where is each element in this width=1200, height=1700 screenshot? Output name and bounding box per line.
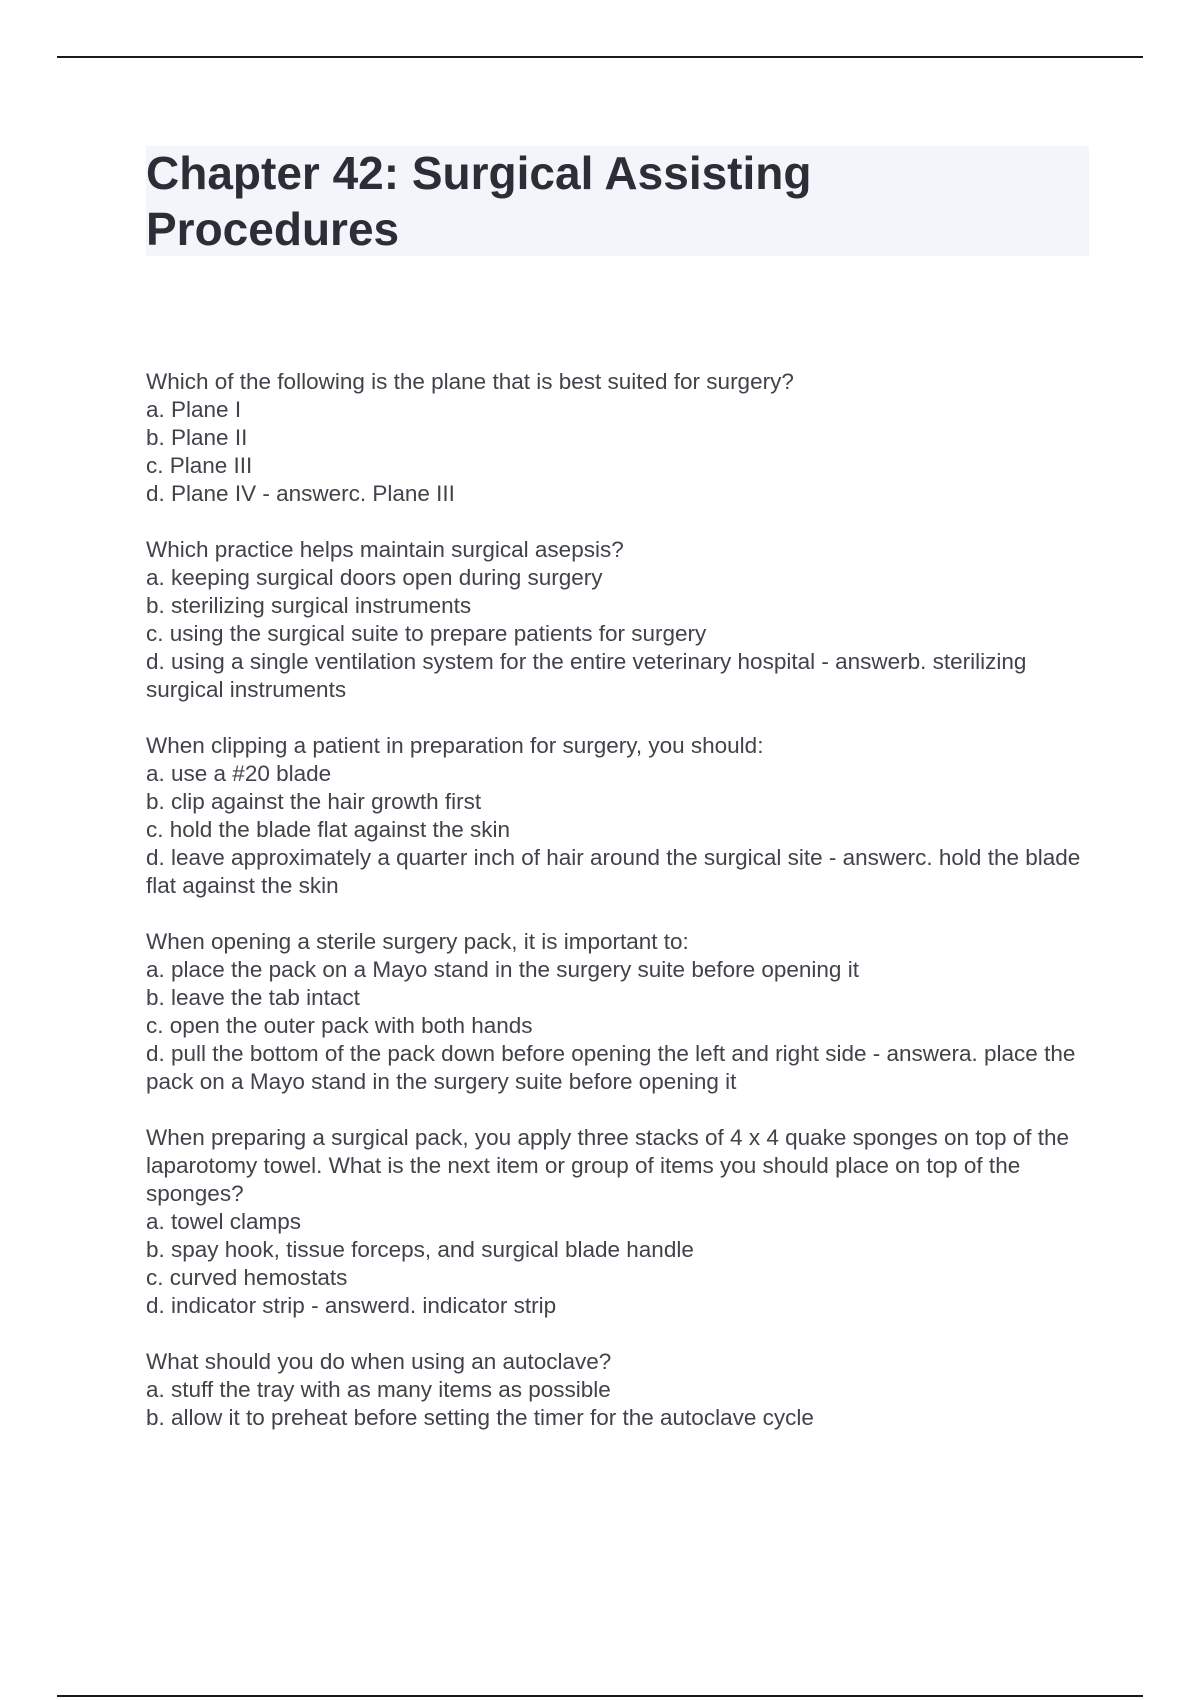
question-block-6 [146,1348,1096,1432]
option-c: c. hold the blade flat against the skin [146,817,510,842]
option-d-with-answer: d. Plane IV - answerc. Plane III [146,481,455,506]
option-d-with-answer: d. indicator strip - answerd. indicator strip [146,1293,557,1318]
top-divider [57,56,1143,58]
option-d-with-answer: d. leave approximately a quarter inch of hair around the surgical site - answerc. hold the blade flat against the skin [146,845,1081,898]
option-d-with-answer: d. using a single ventilation system for the entire veterinary hospital - answerb. sterilizing surgical instruments [146,649,1027,702]
question-list [146,368,1096,1460]
option-b: b. clip against the hair growth first [146,789,482,814]
question-block-3 [146,732,1096,900]
bottom-divider [57,1695,1143,1697]
option-b: b. spay hook, tissue forceps, and surgical blade handle [146,1237,694,1262]
question-text: Which practice helps maintain surgical asepsis? [146,537,624,562]
page-title: Chapter 42: Surgical Assisting Procedures [146,147,812,255]
option-a: a. towel clamps [146,1209,302,1234]
option-a: a. use a #20 blade [146,761,332,786]
question-text: What should you do when using an autoclave? [146,1349,612,1374]
option-a: a. Plane I [146,397,242,422]
option-b: b. leave the tab intact [146,985,360,1010]
question-text: When opening a sterile surgery pack, it is important to: [146,929,689,954]
question-text: When preparing a surgical pack, you apply three stacks of 4 x 4 quake sponges on top of the laparotomy towel. What is the next item or group of items you should place on top of the sponges? [146,1125,1070,1206]
option-c: c. using the surgical suite to prepare patients for surgery [146,621,707,646]
question-block-2 [146,536,1096,704]
option-b: b. Plane II [146,425,248,450]
question-text: When clipping a patient in preparation for surgery, you should: [146,733,764,758]
option-b: b. sterilizing surgical instruments [146,593,472,618]
option-c: c. curved hemostats [146,1265,348,1290]
question-block-5 [146,1124,1096,1320]
option-c: c. open the outer pack with both hands [146,1013,533,1038]
option-a: a. place the pack on a Mayo stand in the surgery suite before opening it [146,957,859,982]
question-block-4 [146,928,1096,1096]
question-text: Which of the following is the plane that is best suited for surgery? [146,369,794,394]
option-a: a. keeping surgical doors open during surgery [146,565,603,590]
option-c: c. Plane III [146,453,253,478]
option-b: b. allow it to preheat before setting the timer for the autoclave cycle [146,1405,814,1430]
question-block-1 [146,368,1096,508]
option-d-with-answer: d. pull the bottom of the pack down before opening the left and right side - answera. place the pack on a Mayo stand in the surgery suite before opening it [146,1041,1076,1094]
option-a: a. stuff the tray with as many items as possible [146,1377,611,1402]
